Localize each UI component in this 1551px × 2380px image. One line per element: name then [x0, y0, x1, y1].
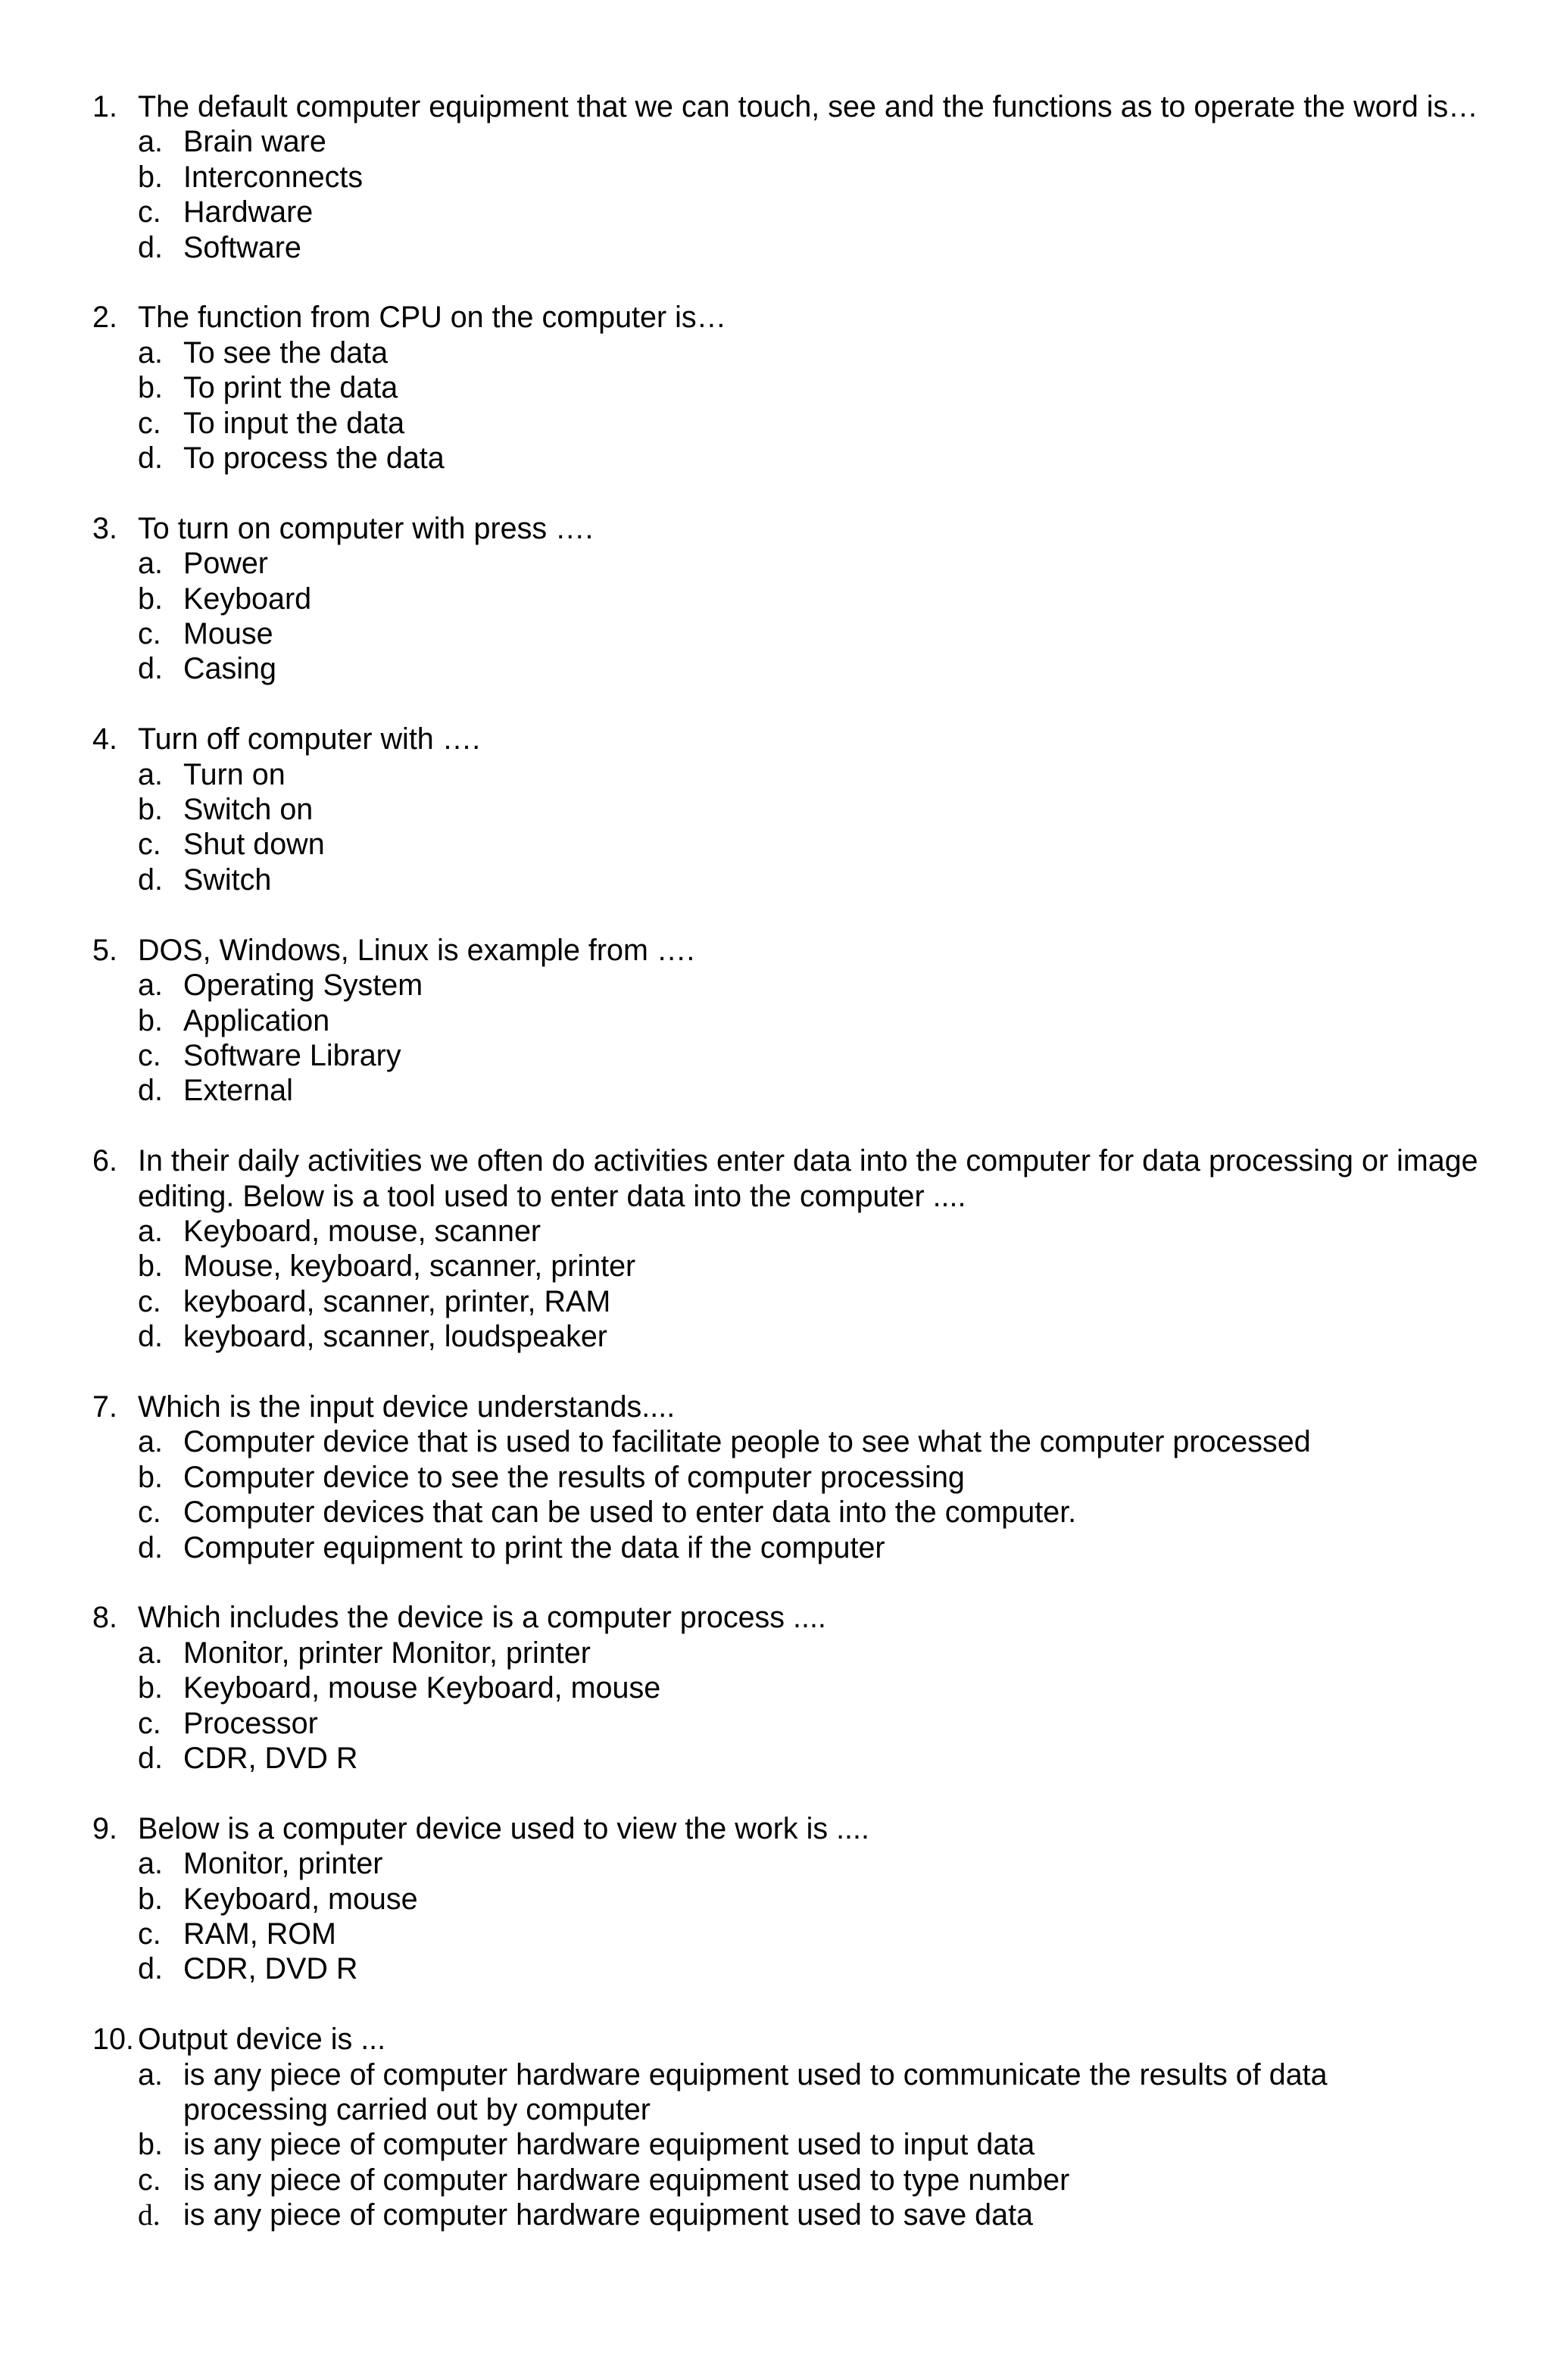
option-list — [92, 546, 1478, 687]
option-letter: a. — [138, 2057, 163, 2091]
option-letter: d. — [138, 1952, 163, 1986]
option-letter: c. — [138, 195, 161, 229]
question-9 — [92, 1811, 1478, 1987]
option-text: Turn on — [183, 757, 286, 791]
option-letter: b. — [138, 1671, 163, 1705]
question-number: 10. — [92, 2023, 134, 2057]
option-b — [138, 792, 1478, 827]
option-text: Keyboard, mouse — [183, 1882, 418, 1916]
option-b — [138, 1003, 1478, 1038]
question-header — [92, 89, 1478, 124]
option-c — [138, 616, 1478, 651]
option-list — [92, 2057, 1478, 2233]
question-number: 5. — [92, 933, 117, 967]
question-list — [92, 89, 1478, 2268]
option-text: is any piece of computer hardware equipment used to communicate the results of data processing carried out by computer — [183, 2057, 1328, 2127]
option-b — [138, 1249, 1478, 1284]
option-letter: c. — [138, 2163, 161, 2197]
option-text: keyboard, scanner, printer, RAM — [183, 1284, 611, 1318]
option-text: is any piece of computer hardware equipment used to input data — [183, 2128, 1035, 2162]
option-text: Mouse — [183, 617, 273, 651]
option-list — [92, 1214, 1478, 1355]
option-letter: b. — [138, 1882, 163, 1916]
option-list — [92, 124, 1478, 265]
option-text: Monitor, printer — [183, 1847, 383, 1881]
option-d — [138, 651, 1478, 686]
question-text: Turn off computer with …. — [138, 722, 481, 756]
option-d — [138, 862, 1478, 897]
question-number: 9. — [92, 1811, 117, 1845]
option-d — [138, 1530, 1478, 1565]
question-number: 3. — [92, 511, 117, 545]
option-text: Keyboard, mouse Keyboard, mouse — [183, 1671, 661, 1705]
option-letter: a. — [138, 1214, 163, 1248]
option-d — [138, 1073, 1478, 1108]
option-list — [92, 757, 1478, 898]
question-8 — [92, 1600, 1478, 1776]
option-letter: d. — [138, 1741, 163, 1775]
option-letter: a. — [138, 125, 163, 159]
option-d — [138, 230, 1478, 265]
question-number: 1. — [92, 90, 117, 123]
option-list — [92, 1424, 1478, 1565]
question-1 — [92, 89, 1478, 265]
question-header — [92, 1390, 1478, 1424]
option-c — [138, 406, 1478, 441]
option-letter: a. — [138, 335, 163, 370]
question-text: To turn on computer with press …. — [138, 511, 594, 545]
option-text: is any piece of computer hardware equipment used to type number — [183, 2163, 1070, 2197]
option-letter: a. — [138, 1425, 163, 1459]
option-text: Mouse, keyboard, scanner, printer — [183, 1249, 636, 1284]
option-text: To print the data — [183, 371, 398, 405]
option-letter: a. — [138, 547, 163, 581]
option-a — [138, 1214, 1478, 1249]
option-text: RAM, ROM — [183, 1917, 336, 1951]
question-6 — [92, 1143, 1478, 1354]
option-text: Casing — [183, 652, 276, 686]
option-letter: a. — [138, 969, 163, 1003]
option-list — [92, 968, 1478, 1109]
question-10 — [92, 2022, 1478, 2232]
option-d — [138, 1741, 1478, 1776]
option-text: Power — [183, 547, 268, 581]
option-letter: c. — [138, 1038, 161, 1072]
option-text: Hardware — [183, 195, 314, 229]
option-letter: b. — [138, 1003, 163, 1037]
question-text: Which is the input device understands.... — [138, 1390, 676, 1424]
option-text: keyboard, scanner, loudspeaker — [183, 1320, 607, 1354]
option-a — [138, 1424, 1478, 1459]
option-letter: d. — [138, 2198, 161, 2232]
option-letter: b. — [138, 582, 163, 616]
option-d — [138, 441, 1478, 476]
question-header — [92, 1143, 1478, 1214]
question-header — [92, 1600, 1478, 1635]
option-c — [138, 195, 1478, 229]
option-d — [138, 1319, 1478, 1354]
option-b — [138, 582, 1478, 616]
option-c — [138, 827, 1478, 862]
question-header — [92, 722, 1478, 756]
question-7 — [92, 1390, 1478, 1565]
question-number: 4. — [92, 722, 117, 756]
question-2 — [92, 300, 1478, 476]
option-letter: d. — [138, 230, 163, 264]
option-letter: d. — [138, 862, 163, 897]
option-text: Keyboard — [183, 582, 312, 616]
option-letter: b. — [138, 793, 163, 827]
option-letter: a. — [138, 757, 163, 791]
option-list — [92, 1846, 1478, 1987]
option-text: Application — [183, 1003, 330, 1037]
question-header — [92, 511, 1478, 546]
option-letter: c. — [138, 828, 161, 862]
option-a — [138, 2057, 1478, 2128]
option-text: Brain ware — [183, 125, 326, 159]
option-text: Computer equipment to print the data if the computer — [183, 1530, 885, 1564]
option-text: External — [183, 1074, 293, 1108]
option-letter: d. — [138, 1530, 163, 1564]
option-text: CDR, DVD R — [183, 1741, 358, 1775]
question-header — [92, 300, 1478, 335]
option-letter: a. — [138, 1847, 163, 1881]
option-letter: c. — [138, 617, 161, 651]
option-a — [138, 546, 1478, 581]
option-b — [138, 1882, 1478, 1917]
option-text: Software Library — [183, 1038, 401, 1072]
option-a — [138, 124, 1478, 159]
question-number: 2. — [92, 301, 117, 335]
question-text: Output device is ... — [138, 2023, 386, 2057]
option-a — [138, 1846, 1478, 1881]
question-header — [92, 1811, 1478, 1846]
question-4 — [92, 722, 1478, 897]
option-text: To process the data — [183, 441, 445, 476]
option-text: Operating System — [183, 969, 423, 1003]
option-b — [138, 370, 1478, 405]
option-text: To see the data — [183, 335, 389, 370]
question-text: The function from CPU on the computer is… — [138, 301, 727, 335]
option-d — [138, 2198, 1478, 2232]
option-letter: b. — [138, 2128, 163, 2162]
question-number: 7. — [92, 1390, 117, 1424]
option-c — [138, 1706, 1478, 1741]
option-text: Switch — [183, 862, 272, 897]
option-c — [138, 1038, 1478, 1073]
option-text: Computer device to see the results of computer processing — [183, 1460, 965, 1494]
option-text: Software — [183, 230, 301, 264]
option-a — [138, 757, 1478, 792]
option-text: Keyboard, mouse, scanner — [183, 1214, 541, 1248]
option-b — [138, 160, 1478, 195]
option-a — [138, 335, 1478, 370]
option-list — [92, 335, 1478, 476]
option-letter: d. — [138, 1074, 163, 1108]
option-b — [138, 2127, 1478, 2162]
option-letter: b. — [138, 160, 163, 194]
question-text: DOS, Windows, Linux is example from …. — [138, 933, 695, 967]
option-text: Monitor, printer Monitor, printer — [183, 1636, 591, 1670]
option-letter: c. — [138, 406, 161, 440]
option-letter: c. — [138, 1496, 161, 1530]
option-text: Switch on — [183, 793, 314, 827]
option-text: is any piece of computer hardware equipment used to save data — [183, 2198, 1034, 2232]
option-letter: d. — [138, 652, 163, 686]
option-c — [138, 1495, 1478, 1530]
option-letter: c. — [138, 1284, 161, 1318]
option-c — [138, 2163, 1478, 2198]
option-b — [138, 1670, 1478, 1705]
question-text: The default computer equipment that we can touch, see and the functions as to operate the word is… — [138, 90, 1478, 123]
option-letter: c. — [138, 1706, 161, 1740]
option-letter: b. — [138, 1460, 163, 1494]
option-a — [138, 968, 1478, 1003]
question-3 — [92, 511, 1478, 687]
option-text: Computer devices that can be used to enter data into the computer. — [183, 1496, 1077, 1530]
option-text: To input the data — [183, 406, 405, 440]
option-text: Shut down — [183, 828, 325, 862]
question-header — [92, 933, 1478, 968]
option-a — [138, 1636, 1478, 1670]
option-b — [138, 1460, 1478, 1495]
option-letter: d. — [138, 441, 163, 476]
option-c — [138, 1284, 1478, 1319]
option-letter: a. — [138, 1636, 163, 1670]
question-number: 8. — [92, 1601, 117, 1635]
option-letter: b. — [138, 1249, 163, 1284]
option-text: Computer device that is used to facilitate people to see what the computer processed — [183, 1425, 1311, 1459]
option-list — [92, 1636, 1478, 1776]
option-letter: c. — [138, 1917, 161, 1951]
question-5 — [92, 933, 1478, 1109]
question-text: Below is a computer device used to view the work is .... — [138, 1811, 869, 1845]
option-text: CDR, DVD R — [183, 1952, 358, 1986]
question-text: In their daily activities we often do activities enter data into the computer for data processing or image editing. Below is a tool used to enter data into the computer .... — [138, 1144, 1478, 1213]
option-text: Processor — [183, 1706, 318, 1740]
option-text: Interconnects — [183, 160, 364, 194]
option-d — [138, 1951, 1478, 1986]
option-letter: d. — [138, 1320, 163, 1354]
option-c — [138, 1917, 1478, 1951]
question-text: Which includes the device is a computer process .... — [138, 1601, 826, 1635]
question-header — [92, 2022, 1478, 2057]
question-number: 6. — [92, 1144, 117, 1178]
option-letter: b. — [138, 371, 163, 405]
